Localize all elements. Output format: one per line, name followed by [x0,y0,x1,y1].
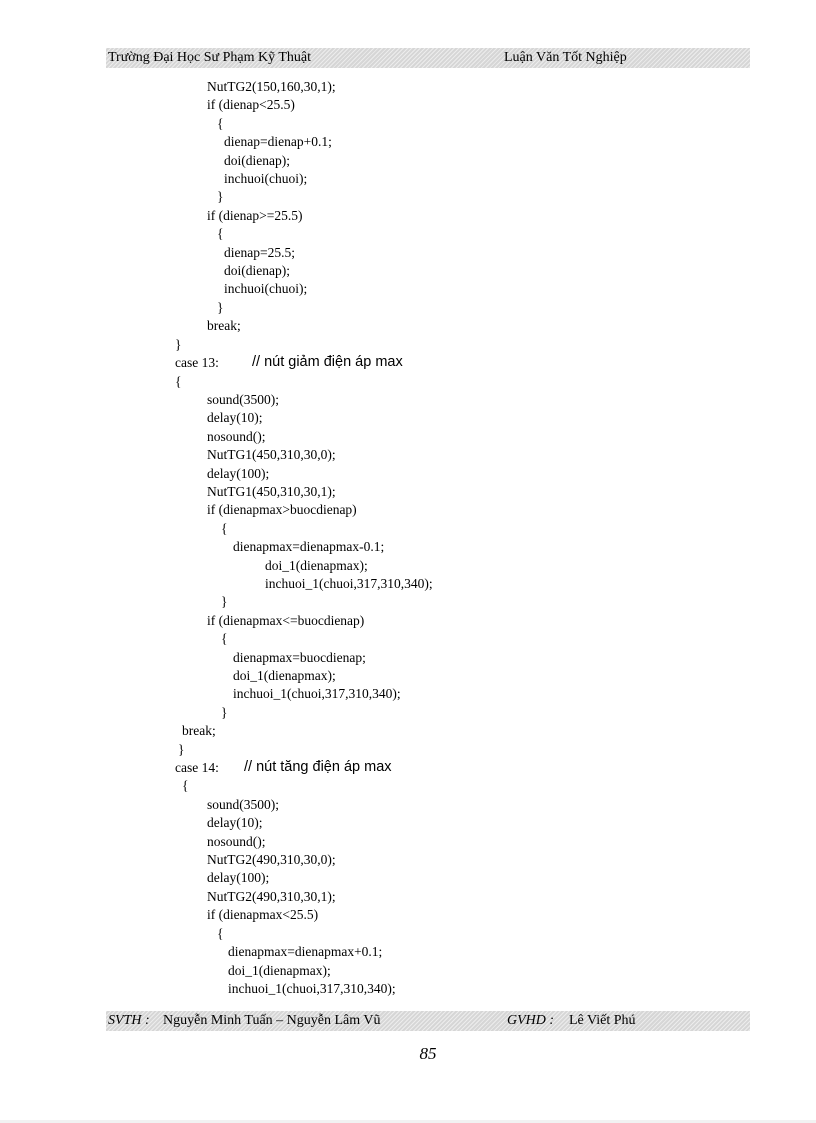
code-line: } [221,704,228,720]
code-line: delay(100); [207,465,270,481]
code-line: NutTG1(450,310,30,1); [207,483,336,499]
code-line: doi_1(dienapmax); [233,668,336,683]
code-line: case 14: // nút tăng điện áp max [175,759,392,776]
code-line: dienapmax=dienapmax+0.1; [228,944,383,960]
code-comment: // nút giảm điện áp max [252,354,403,371]
code-comment: // nút tăng điện áp max [244,759,392,776]
code-line: inchuoi_1(chuoi,317,310,340); [265,575,433,591]
code-line: doi(dienap); [224,152,290,168]
footer-gvhd-label: GVHD : [507,1013,555,1028]
code-line: inchuoi_1(chuoi,317,310,340); [233,686,401,702]
code-line: nosound(); [207,833,266,849]
code-line: break; [182,723,216,739]
page-footer [106,1011,750,1031]
code-line: delay(10); [207,815,263,831]
code-line: { [217,226,224,242]
code-line: dienapmax=buocdienap; [233,649,366,665]
code-line: if (dienapmax>buocdienap) [207,502,357,518]
code-line: dienap=25.5; [224,244,295,260]
code-line: { [217,115,224,131]
code-line: nosound(); [207,428,266,444]
code-line: doi_1(dienapmax); [265,557,368,573]
code-line: } [217,299,224,315]
code-line: if (dienap>=25.5) [207,207,303,223]
code-line: if (dienapmax<=buocdienap) [207,612,365,628]
code-line: inchuoi(chuoi); [224,171,308,187]
code-line: if (dienap<25.5) [207,97,295,113]
header-school: Trường Đại Học Sư Phạm Kỹ Thuật [108,50,312,65]
code-line: NutTG2(490,310,30,1); [207,888,336,904]
code-listing [0,78,816,998]
code-line: { [175,373,182,389]
code-line: sound(3500); [207,391,279,407]
code-line: break; [207,318,241,334]
code-line: { [217,925,224,941]
code-line: dienapmax=dienapmax-0.1; [233,539,385,555]
page-number: 85 [419,1044,437,1063]
code-line: doi_1(dienapmax); [228,962,331,978]
code-line: } [217,189,224,205]
code-line: case 13: // nút giảm điện áp max [175,354,403,371]
header-thesis-title: Luận Văn Tốt Nghiệp [504,50,627,65]
code-line: dienap=dienap+0.1; [224,134,332,150]
code-line: NutTG2(150,160,30,1); [207,79,336,94]
page-header [106,48,750,68]
code-line: delay(100); [207,870,270,886]
code-line: NutTG1(450,310,30,0); [207,447,336,463]
code-line: { [221,631,228,647]
code-line: { [221,520,228,536]
code-line: doi(dienap); [224,263,290,279]
code-line: inchuoi(chuoi); [224,281,308,297]
footer-advisor-name: Lê Viết Phú [569,1013,636,1028]
code-line: } [175,336,182,352]
code-line: } [221,594,228,610]
code-line: if (dienapmax<25.5) [207,907,319,923]
code-line: } [178,741,185,757]
code-line: delay(10); [207,410,263,426]
code-line: inchuoi_1(chuoi,317,310,340); [228,980,396,996]
footer-svth-label: SVTH : [108,1013,150,1028]
code-line: NutTG2(490,310,30,0); [207,852,336,868]
code-line: sound(3500); [207,796,279,812]
code-line: { [182,778,189,794]
footer-student-names: Nguyễn Minh Tuấn – Nguyễn Lâm Vũ [163,1013,381,1028]
